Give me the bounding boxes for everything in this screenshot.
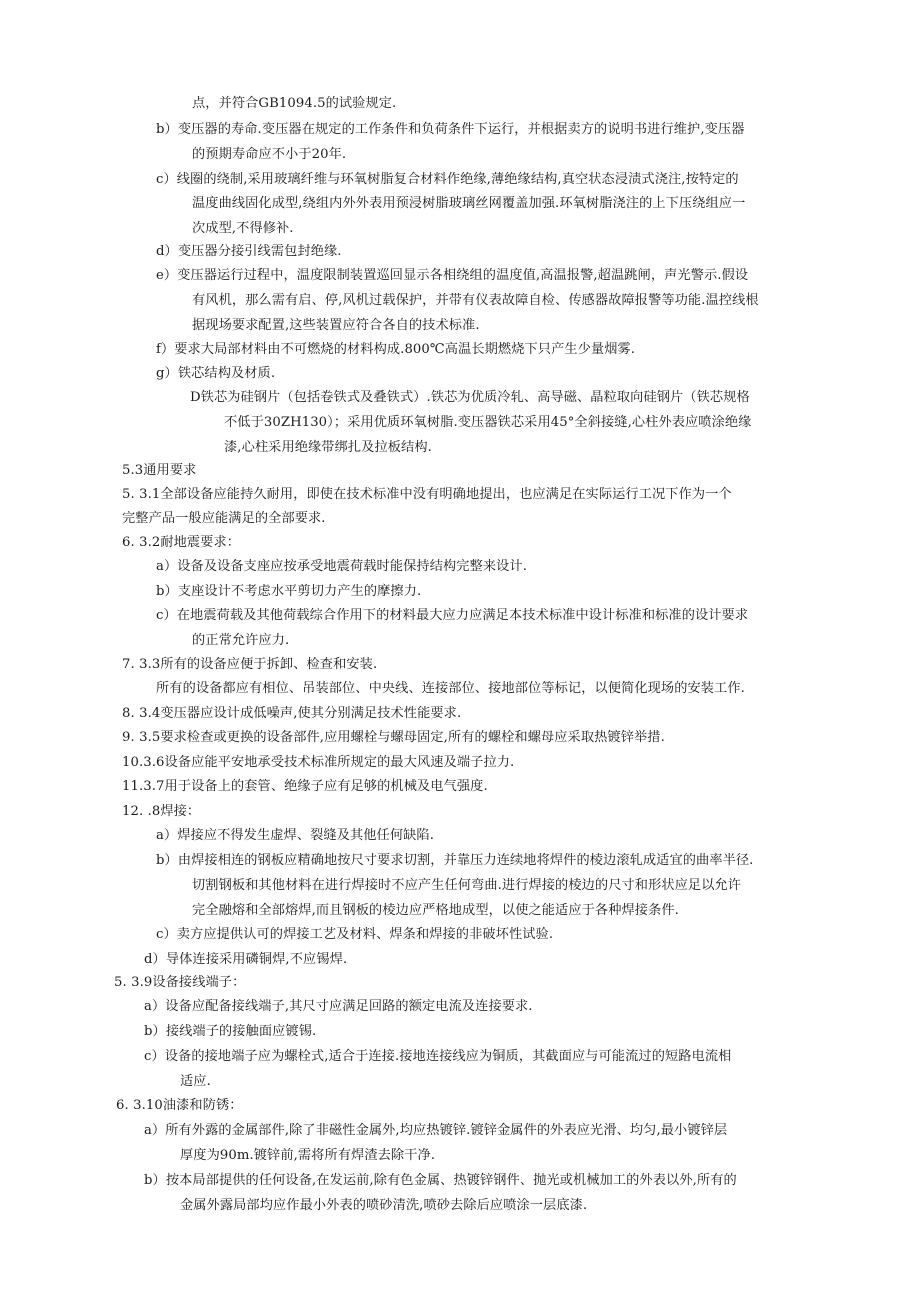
text-line: 5. 3.9设备接线端子： <box>114 975 246 990</box>
text-line: g）铁芯结构及材质. <box>156 366 276 381</box>
text-line: b）按本局部提供的任何设备,在发运前,除有色金属、热镀锌钢件、抛光或机械加工的外表以外,所有的 <box>144 1173 737 1188</box>
text-line: 9. 3.5要求检查或更换的设备部件,应用螺栓与螺母固定,所有的螺栓和螺母应采取热镀锌举措. <box>122 730 665 745</box>
text-line: c）在地震荷载及其他荷载综合作用下的材料最大应力应满足本技术标准中设计标准和标准的设计要求 <box>156 608 749 623</box>
text-line: 金属外露局部均应作最小外表的喷砂清洗,喷砂去除后应喷涂一层底漆. <box>180 1198 588 1213</box>
text-line: a）设备应配备接线端子,其尺寸应满足回路的额定电流及连接要求. <box>144 999 533 1014</box>
text-line: 的正常允许应力. <box>192 633 290 648</box>
text-line: e）变压器运行过程中，温度限制装置巡回显示各相绕组的温度值,高温报警,超温跳闸，声光警示.假设 <box>156 268 749 283</box>
text-line: 12. .8焊接： <box>122 804 201 819</box>
text-line: 厚度为90m.镀锌前,需将所有焊渣去除干净. <box>180 1148 436 1163</box>
section-heading: 5.3通用要求 <box>122 463 197 478</box>
text-line: 有风机，那么需有启、停,风机过载保护，并带有仪表故障自检、传感器故障报警等功能.温控线根 <box>192 293 759 308</box>
text-line: 11.3.7用于设备上的套管、绝缘子应有足够的机械及电气强度. <box>122 779 488 794</box>
text-line: b）变压器的寿命.变压器在规定的工作条件和负荷条件下运行，并根据卖方的说明书进行维护,变压器 <box>156 122 745 137</box>
text-line: b）接线端子的接触面应镀锡. <box>144 1024 317 1039</box>
text-line: c）线圈的绕制,采用玻璃纤维与环氧树脂复合材料作绝缘,薄绝缘结构,真空状态浸渍式浇注,按特定的 <box>156 172 739 187</box>
text-line: 完全融熔和全部熔焊,而且钢板的棱边应严格地成型，以使之能适应于各种焊接条件. <box>192 903 679 918</box>
text-line: 切割钢板和其他材料在进行焊接时不应产生任何弯曲.进行焊接的棱边的尺寸和形状应足以允许 <box>192 878 742 893</box>
text-line: 不低于30ZH130）；采用优质环氧树脂.变压器铁芯采用45°全斜接缝,心柱外表应喷涂绝缘 <box>224 415 752 430</box>
text-line: a）所有外露的金属部件,除了非磁性金属外,均应热镀锌.镀锌金属件的外表应光滑、均匀,最小镀锌层 <box>144 1123 728 1138</box>
text-line: D铁芯为硅钢片（包括卷铁式及叠铁式）.铁芯为优质冷轧、高导磁、晶粒取向硅钢片（铁芯规格 <box>190 390 750 405</box>
text-line: 的预期寿命应不小于20年. <box>192 147 347 162</box>
text-line: b）支座设计不考虑水平剪切力产生的摩擦力. <box>156 584 422 599</box>
text-line: 温度曲线固化成型,绕组内外外表用预浸树脂玻璃丝网覆盖加强.环氧树脂浇注的上下压绕组应一 <box>192 196 746 211</box>
text-line: 7. 3.3所有的设备应便于拆卸、检查和安装. <box>122 657 378 672</box>
text-line: 完整产品一般应能满足的全部要求. <box>122 511 326 526</box>
text-line: 据现场要求配置,这些装置应符合各自的技术标准. <box>192 318 480 333</box>
text-line: f）要求大局部材料由不可燃烧的材料构成.800℃高温长期燃烧下只产生少量烟雾. <box>156 342 636 357</box>
text-line: 适应. <box>180 1074 211 1089</box>
text-line: 5. 3.1全部设备应能持久耐用，即使在技术标准中没有明确地提出，也应满足在实际运行工况下作为一个 <box>122 487 732 502</box>
text-line: 6. 3.2耐地震要求： <box>122 535 241 550</box>
text-line: 6. 3.10油漆和防锈： <box>116 1098 243 1113</box>
text-line: c）卖方应提供认可的焊接工艺及材料、焊条和焊接的非破坏性试验. <box>156 927 554 942</box>
text-line: a）设备及设备支座应按承受地震荷载时能保持结构完整来设计. <box>156 559 528 574</box>
text-line: d）导体连接采用磷铜焊,不应锡焊. <box>144 952 348 967</box>
text-line: 8. 3.4变压器应设计成低噪声,使其分别满足技术性能要求. <box>122 706 462 721</box>
text-line: d）变压器分接引线需包封绝缘. <box>156 244 342 259</box>
text-line: 点，并符合GB1094.5的试验规定. <box>192 96 397 111</box>
text-line: a）焊接应不得发生虚焊、裂缝及其他任何缺陷. <box>156 828 435 843</box>
text-line: 10.3.6设备应能平安地承受技术标准所规定的最大风速及端子拉力. <box>122 755 515 770</box>
text-line: 漆,心柱采用绝缘带绑扎及拉板结构. <box>224 440 432 455</box>
text-line: b）由焊接相连的钢板应精确地按尺寸要求切割，并靠压力连续地将焊件的棱边滚轧成适宜的曲率半径. <box>156 853 754 868</box>
text-line: 所有的设备都应有相位、吊装部位、中央线、连接部位、接地部位等标记，以便简化现场的安装工作. <box>156 681 745 696</box>
text-line: c）设备的接地端子应为螺栓式,适合于连接.接地连接线应为铜质，其截面应与可能流过的短路电流相 <box>144 1049 732 1064</box>
text-line: 次成型,不得修补. <box>192 221 294 236</box>
